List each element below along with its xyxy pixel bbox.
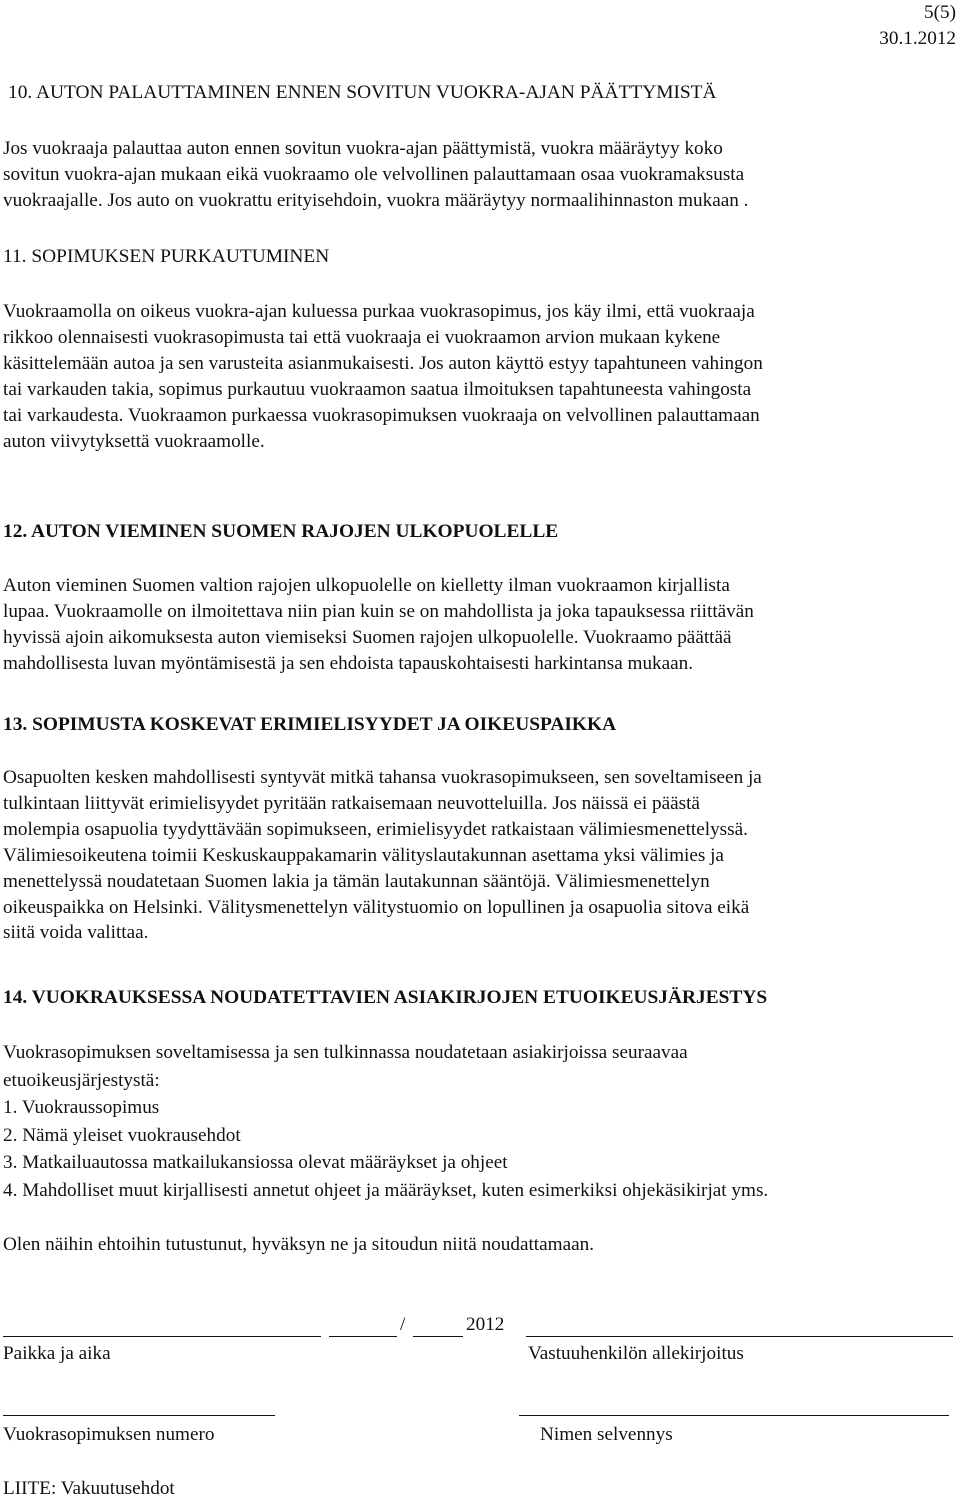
- date-separator: /: [400, 1314, 406, 1335]
- list-item: 1. Vuokraussopimus: [3, 1097, 160, 1119]
- body-line: oikeuspaikka on Helsinki. Välitysmenettelyn välitystuomio on lopullinen ja osapuolia sitova eikä: [3, 896, 750, 918]
- section-12-title: 12. AUTON VIEMINEN SUOMEN RAJOJEN ULKOPUOLELLE: [3, 521, 559, 542]
- body-line: molempia osapuolia tyydyttävään sopimukseen, erimielisyydet ratkaistaan välimiesmenettelyssä.: [3, 818, 748, 840]
- contract-number-label: Vuokrasopimuksen numero: [3, 1424, 215, 1445]
- attachment-note: LIITE: Vakuutusehdot: [3, 1478, 175, 1499]
- section-11-body: [3, 299, 763, 454]
- section-13-body: [3, 765, 762, 946]
- body-line: vuokraajalle. Jos auto on vuokrattu erityisehdoin, vuokra määräytyy normaalihinnaston mukaan .: [3, 189, 749, 211]
- list-item: 2. Nämä yleiset vuokrausehdot: [3, 1124, 241, 1146]
- body-line: Osapuolten kesken mahdollisesti syntyvät mitkä tahansa vuokrasopimukseen, sen soveltamiseen ja: [3, 767, 762, 788]
- section-10-body: [3, 136, 748, 214]
- body-line: Välimiesoikeutena toimii Keskuskauppakamarin välityslautakunnan asettama yksi välimies ja: [3, 844, 724, 866]
- section-14-title: 14. VUOKRAUKSESSA NOUDATETTAVIEN ASIAKIRJOJEN ETUOIKEUSJÄRJESTYS: [3, 987, 768, 1008]
- name-clarification-field[interactable]: [519, 1415, 949, 1416]
- body-line: Auton vieminen Suomen valtion rajojen ulkopuolelle on kielletty ilman vuokraamon kirjallista: [3, 575, 730, 596]
- contract-number-field[interactable]: [3, 1415, 275, 1416]
- document-date: 30.1.2012: [879, 28, 956, 49]
- body-line: käsittelemään autoa ja sen varusteita asianmukaisesti. Jos auton käyttö estyy tapahtuneen vahingon: [3, 352, 763, 374]
- body-line: Vuokraamolla on oikeus vuokra-ajan kuluessa purkaa vuokrasopimus, jos käy ilmi, että vuokraaja: [3, 301, 755, 322]
- body-line: auton viivytyksettä vuokraamolle.: [3, 430, 265, 452]
- body-line: etuoikeusjärjestystä:: [3, 1069, 160, 1091]
- body-line: sovitun vuokra-ajan mukaan eikä vuokraamo ole velvollinen palauttamaan osaa vuokramaksusta: [3, 163, 745, 185]
- section-11-title: 11. SOPIMUKSEN PURKAUTUMINEN: [3, 246, 330, 267]
- body-line: Vuokrasopimuksen soveltamisessa ja sen tulkinnassa noudatetaan asiakirjoissa seuraavaa: [3, 1042, 688, 1063]
- list-item: 4. Mahdolliset muut kirjallisesti annetut ohjeet ja määräykset, kuten esimerkiksi ohjekäsikirjat yms.: [3, 1179, 769, 1201]
- body-line: tulkintaan liittyvät erimielisyydet pyritään ratkaisemaan neuvotteluilla. Jos näissä ei päästä: [3, 792, 700, 814]
- acceptance-statement: Olen näihin ehtoihin tutustunut, hyväksyn ne ja sitoudun niitä noudattamaan.: [3, 1234, 594, 1255]
- place-date-label: Paikka ja aika: [3, 1343, 111, 1364]
- body-line: mahdollisesta luvan myöntämisestä ja sen ehdoista tapauskohtaisesti harkintansa mukaan.: [3, 652, 694, 674]
- section-10-title: 10. AUTON PALAUTTAMINEN ENNEN SOVITUN VUOKRA-AJAN PÄÄTTYMISTÄ: [8, 82, 717, 103]
- signature-label: Vastuuhenkilön allekirjoitus: [528, 1343, 744, 1364]
- body-line: tai varkaudesta. Vuokraamon purkaessa vuokrasopimuksen vuokraaja on velvollinen palauttamaan: [3, 404, 760, 426]
- body-line: hyvissä ajoin aikomuksesta auton viemiseksi Suomen rajojen ulkopuolelle. Vuokraamo päättää: [3, 626, 732, 648]
- section-13-title: 13. SOPIMUSTA KOSKEVAT ERIMIELISYYDET JA OIKEUSPAIKKA: [3, 714, 617, 735]
- signature-year: 2012: [466, 1314, 505, 1335]
- body-line: rikkoo olennaisesti vuokrasopimusta tai että vuokraaja ei vuokraamon arvion mukaan kykene: [3, 326, 721, 348]
- list-item: 3. Matkailuautossa matkailukansiossa olevat määräykset ja ohjeet: [3, 1152, 508, 1174]
- month-field[interactable]: [413, 1336, 463, 1337]
- section-14-body: [3, 1039, 768, 1205]
- name-clarification-label: Nimen selvennys: [540, 1424, 673, 1445]
- body-line: menettelyssä noudatetaan Suomen lakia ja tämän lautakunnan sääntöjä. Välimiesmenettelyn: [3, 870, 710, 892]
- body-line: tai varkauden takia, sopimus purkautuu vuokraamon saatua ilmoituksen tapahtuneesta vahingosta: [3, 378, 752, 400]
- page-number: 5(5): [924, 2, 956, 23]
- body-line: siitä voida valittaa.: [3, 922, 149, 944]
- signature-field[interactable]: [526, 1336, 953, 1337]
- day-field[interactable]: [329, 1336, 397, 1337]
- body-line: Jos vuokraaja palauttaa auton ennen sovitun vuokra-ajan päättymistä, vuokra määräytyy koko: [3, 138, 723, 159]
- place-date-field[interactable]: [3, 1336, 321, 1337]
- body-line: lupaa. Vuokraamolle on ilmoitettava niin pian kuin se on mahdollista ja joka tapauksessa riittävän: [3, 600, 754, 622]
- section-12-body: [3, 573, 754, 677]
